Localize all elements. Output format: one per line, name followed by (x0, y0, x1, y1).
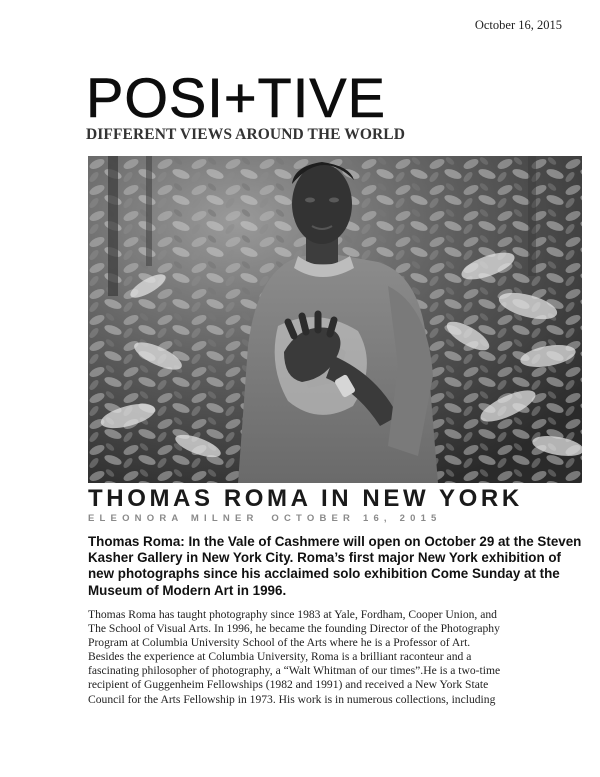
masthead (86, 66, 506, 144)
publication-tagline: DIFFERENT VIEWS AROUND THE WORLD (86, 126, 406, 143)
article-byline (88, 513, 442, 524)
portrait-photo-illustration (88, 156, 582, 483)
document-date: October 16, 2015 (474, 18, 562, 32)
publication-logo: POSI+TIVE (86, 66, 386, 129)
body-line: Thomas Roma has taught photography since 1983 at Yale, Fordham, Cooper Union, and (88, 608, 497, 621)
body-line: fascinating philosopher of photography, a “Walt Whitman of our times”.He is a two-time (88, 664, 501, 678)
author-name: ELEONORA MILNER (88, 513, 259, 524)
article-body (88, 608, 582, 707)
body-line: Program at Columbia University School of the Arts where he is a Professor of Art. (88, 636, 471, 650)
article-headline: THOMAS ROMA IN NEW YORK (88, 485, 523, 512)
body-line: recipient of Guggenheim Fellowships (1982 and 1991) and received a New York State (88, 678, 489, 692)
article-photo (88, 156, 582, 483)
article-lede: Thomas Roma: In the Vale of Cashmere will open on October 29 at the Steven Kasher Gallery in New York City. Roma’s first major New York exhibition of new photographs since his acclaimed solo exhibition Come Sunday at the Museum of Modern Art in 1996. (88, 534, 582, 598)
article-date: OCTOBER 16, 2015 (271, 513, 442, 524)
body-line: The School of Visual Arts. In 1996, he became the founding Director of the Photography (88, 622, 500, 636)
body-line: Council for the Arts Fellowship in 1973. His work is in numerous collections, including (88, 692, 496, 706)
body-line: Besides the experience at Columbia University, Roma is a brilliant raconteur and a (88, 650, 472, 664)
